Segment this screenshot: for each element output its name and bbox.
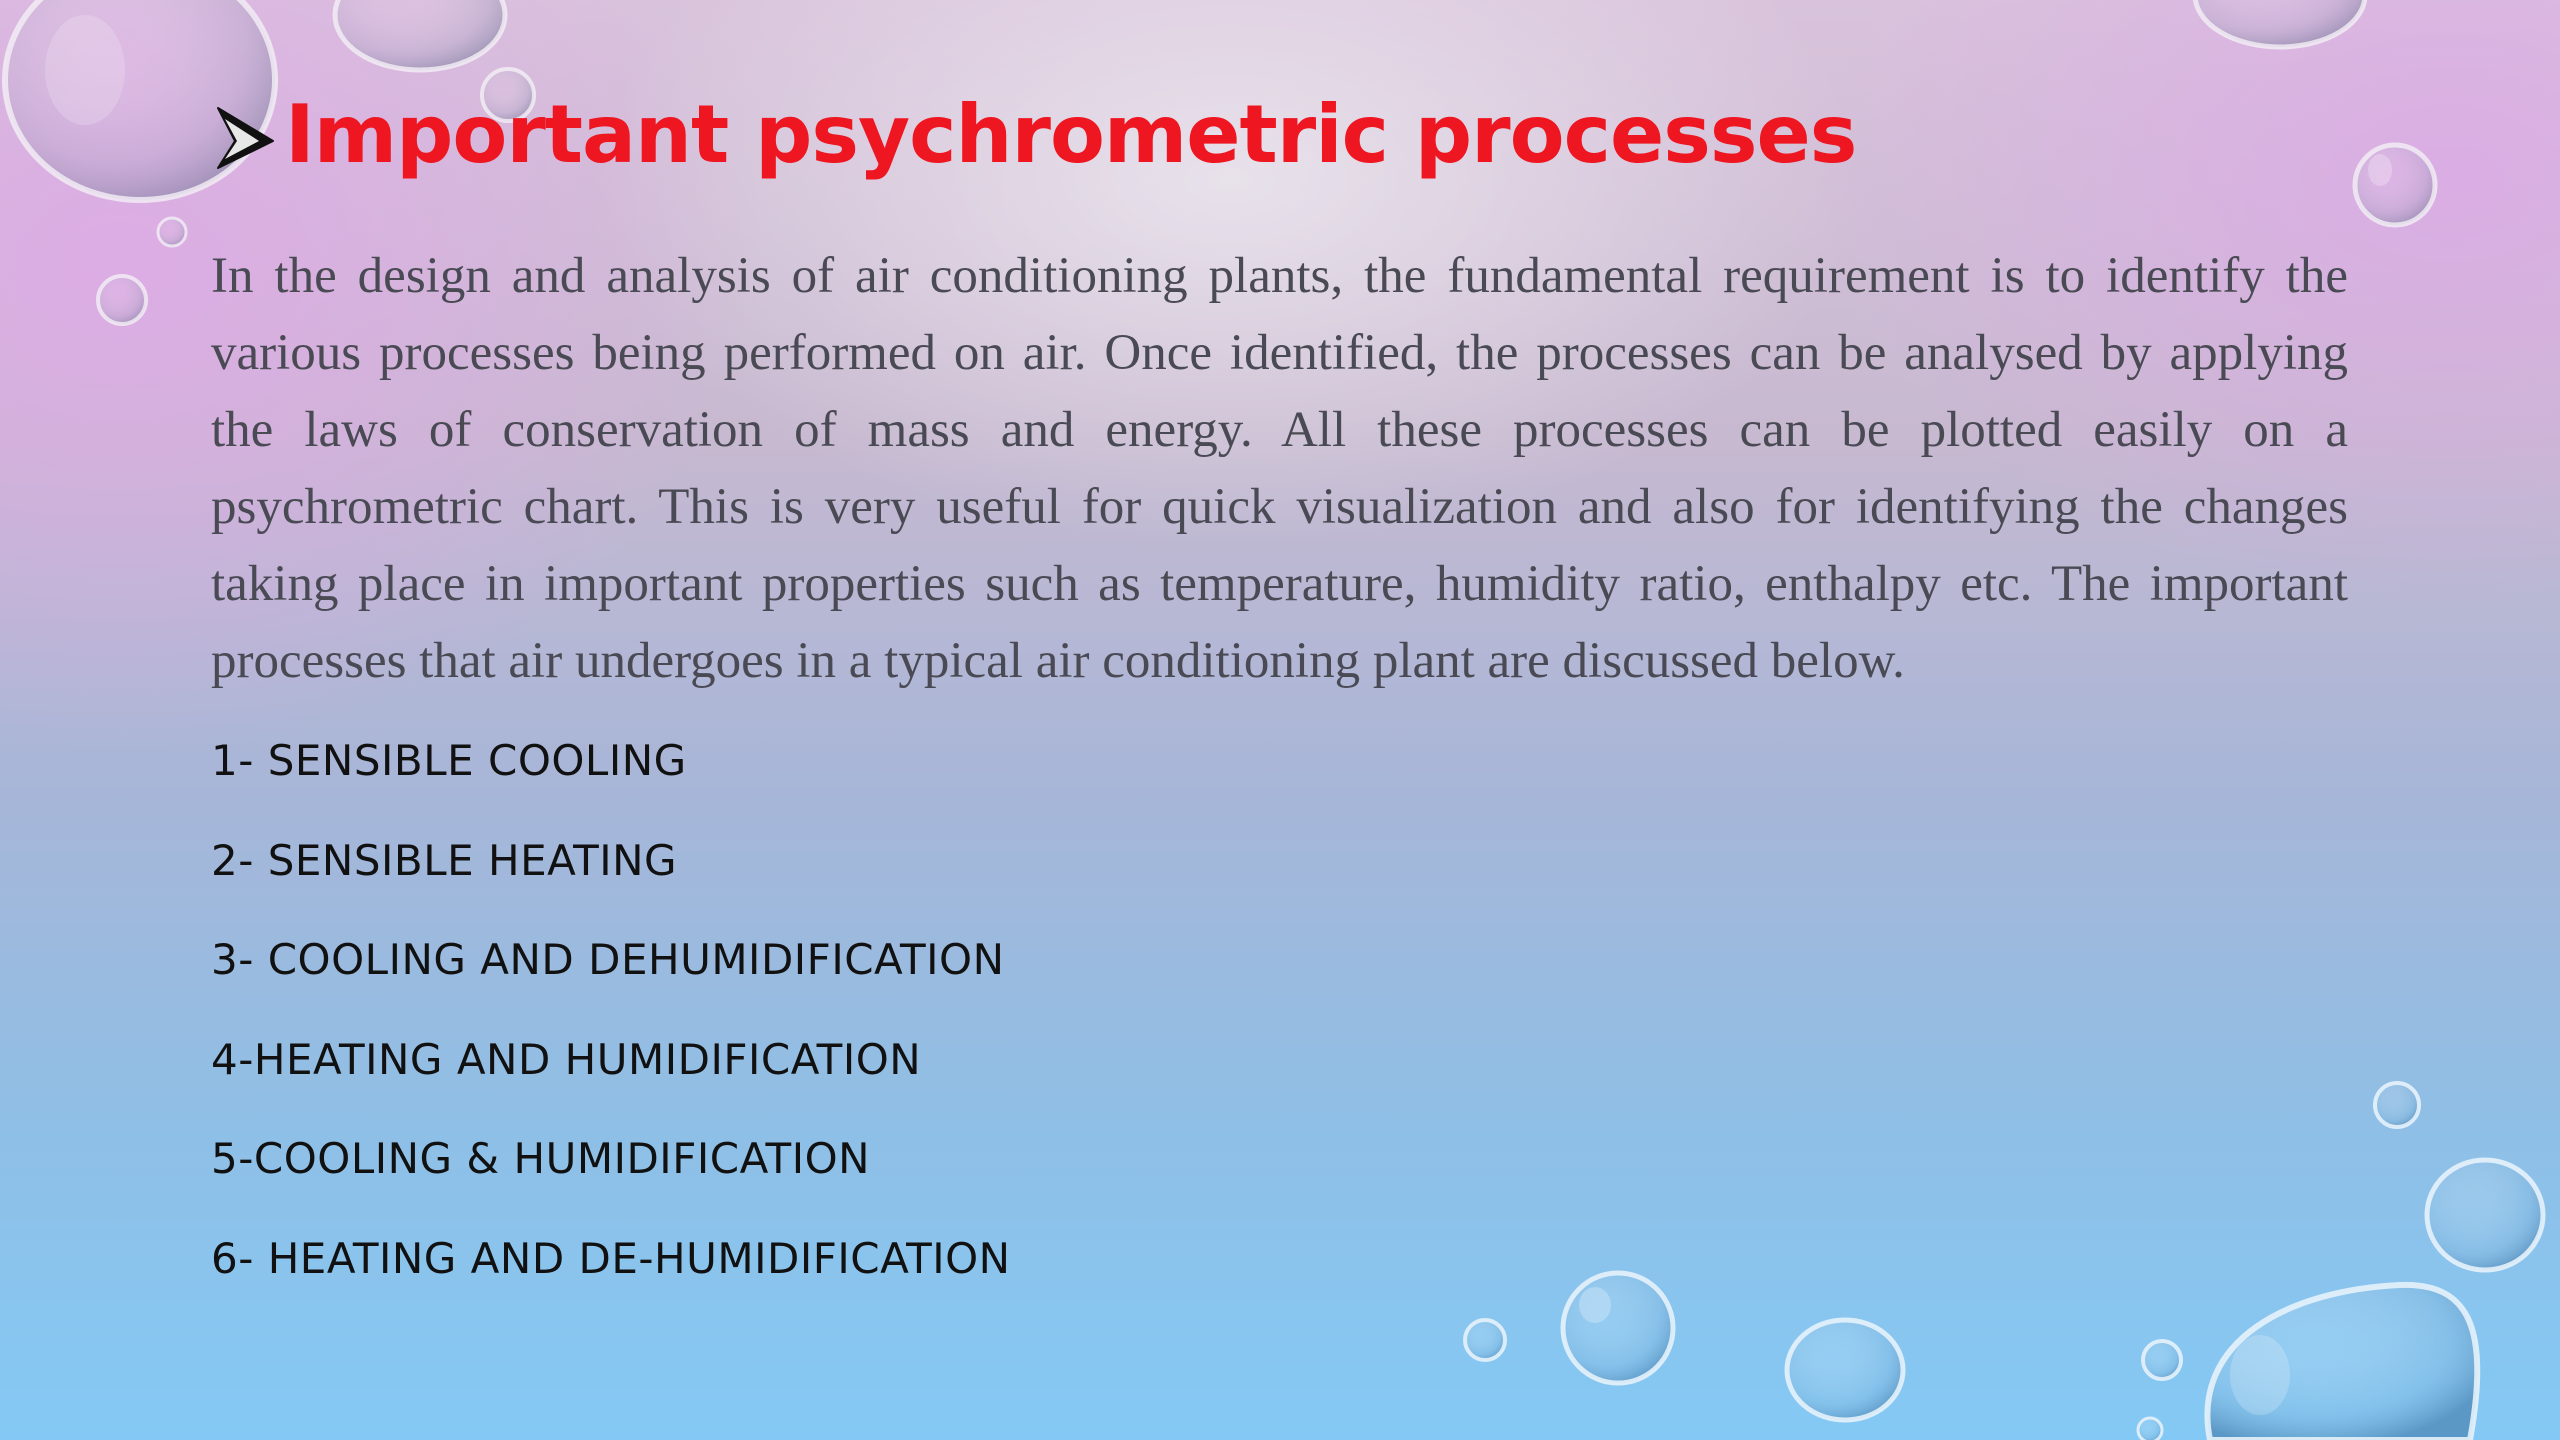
water-droplet-icon — [2207, 1285, 2477, 1440]
list-item: 6- HEATING AND DE-HUMIDIFICATION — [211, 1233, 1011, 1283]
list-item: 2- SENSIBLE HEATING — [211, 835, 678, 885]
water-droplet-icon — [1563, 1273, 1673, 1383]
list-item: 5-COOLING & HUMIDIFICATION — [211, 1134, 871, 1183]
water-droplet-icon — [2427, 1160, 2543, 1270]
intro-paragraph: In the design and analysis of air conditioning plants, the fundamental requirement is to identify the various processes being performed on air. Once identified, the processes can be analysed by applying the laws of conservation of mass and energy. All these processes can be plotted easily on a psychrometric chart. This is very useful for quick visualization and also for identifying the changes taking place in important properties such as temperature, humidity ratio, enthalpy etc. The important processes that air undergoes in a typical air conditioning plant are discussed below. — [211, 248, 2348, 689]
water-droplet-icon — [158, 218, 186, 246]
water-droplet-icon — [1465, 1320, 1505, 1360]
water-droplet-icon — [2143, 1341, 2181, 1379]
list-item: 3- COOLING AND DEHUMIDIFICATION — [211, 935, 1005, 984]
water-droplet-icon — [2355, 145, 2435, 225]
process-list — [211, 728, 1011, 1325]
slide-title-row — [215, 88, 1857, 181]
water-droplet-icon — [2138, 1418, 2162, 1440]
slide-title: Important psychrometric processes — [285, 88, 1857, 181]
list-item: 4-HEATING AND HUMIDIFICATION — [211, 1034, 922, 1084]
list-item: 1- SENSIBLE COOLING — [211, 736, 687, 785]
water-droplet-icon — [335, 0, 505, 70]
water-droplet-icon — [2375, 1083, 2419, 1127]
water-droplet-icon — [2195, 0, 2365, 47]
water-droplet-icon — [1787, 1320, 1903, 1420]
arrowhead-bullet-icon — [215, 105, 277, 171]
water-droplet-icon — [98, 276, 146, 324]
